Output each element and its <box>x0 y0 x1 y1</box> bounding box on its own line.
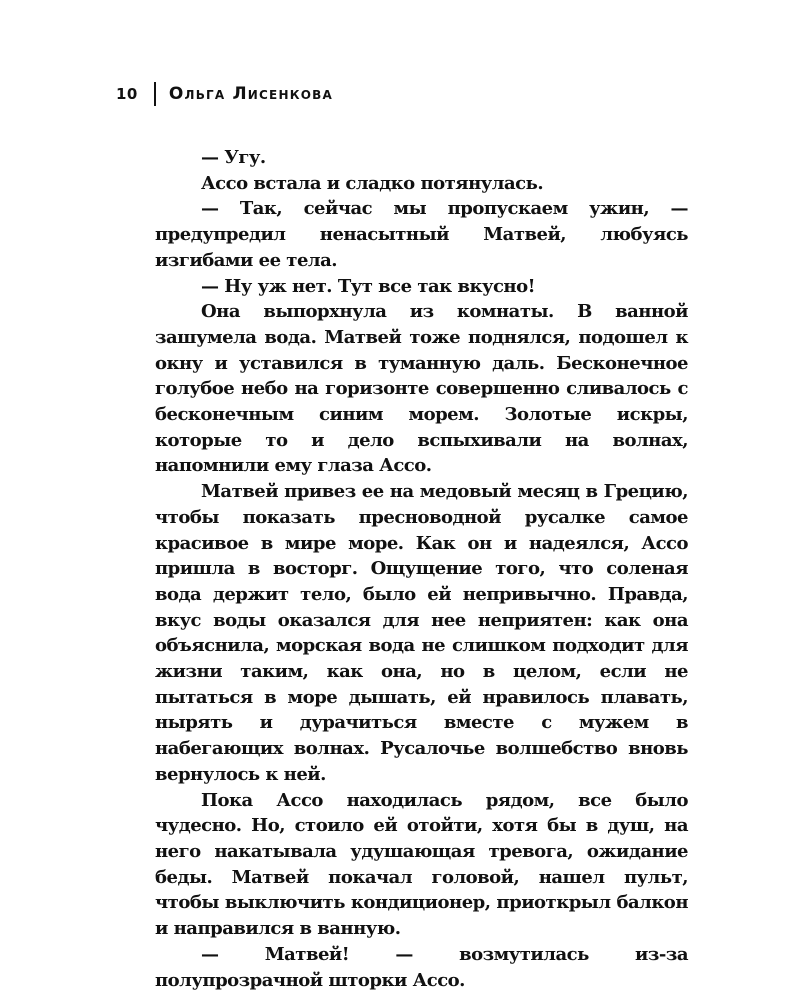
paragraph: — Угу. <box>201 147 266 168</box>
paragraph: — Матвей! — возмутилась из-за полупрозрачной шторки Ассо. <box>155 943 688 991</box>
header-divider <box>154 82 156 106</box>
author-name: Ольга Лисенкова <box>168 84 333 104</box>
running-header <box>116 80 333 108</box>
body-text <box>155 145 688 993</box>
paragraph: Пока Ассо находилась рядом, все было чудесно. Но, стоило ей отойти, хотя бы в душ, на него накатывала удушающая тревога, ожидание беды. Матвей покачал головой, нашел пульт, чтобы выключить кондиционер, приоткрыл балкон и направился в ванную. <box>155 789 688 940</box>
paragraph: Матвей привез ее на медовый месяц в Грецию, чтобы показать пресноводной русалке самое красивое в мире море. Как он и надеялся, Ассо пришла в восторг. Ощущение того, что соленая вода держит тело, было ей непривычно. Правда, вкус воды оказался для нее неприятен: как она объяснила, морская вода не слишком подходит для жизни таким, как она, но в целом, если не пытаться в море дышать, ей нравилось плавать, нырять и дурачиться вместе с мужем в набегающих волнах. Русалочье волшебство вновь вернулось к ней. <box>155 481 688 785</box>
paragraph: — Так, сейчас мы пропускаем ужин, — предупредил ненасытный Матвей, любуясь изгибами ее тела. <box>155 198 688 271</box>
paragraph: Ассо встала и сладко потянулась. <box>201 172 544 194</box>
paragraph: Она выпорхнула из комнаты. В ванной зашумела вода. Матвей тоже поднялся, подошел к окну и уставился в туманную даль. Бесконечное голубое небо на горизонте совершенно сливалось с бесконечным синим морем. Золотые искры, которые то и дело вспыхивали на волнах, напомнили ему глаза Ассо. <box>155 301 688 477</box>
paragraph: — Ну уж нет. Тут все так вкусно! <box>201 275 536 297</box>
page-number: 10 <box>116 85 138 103</box>
